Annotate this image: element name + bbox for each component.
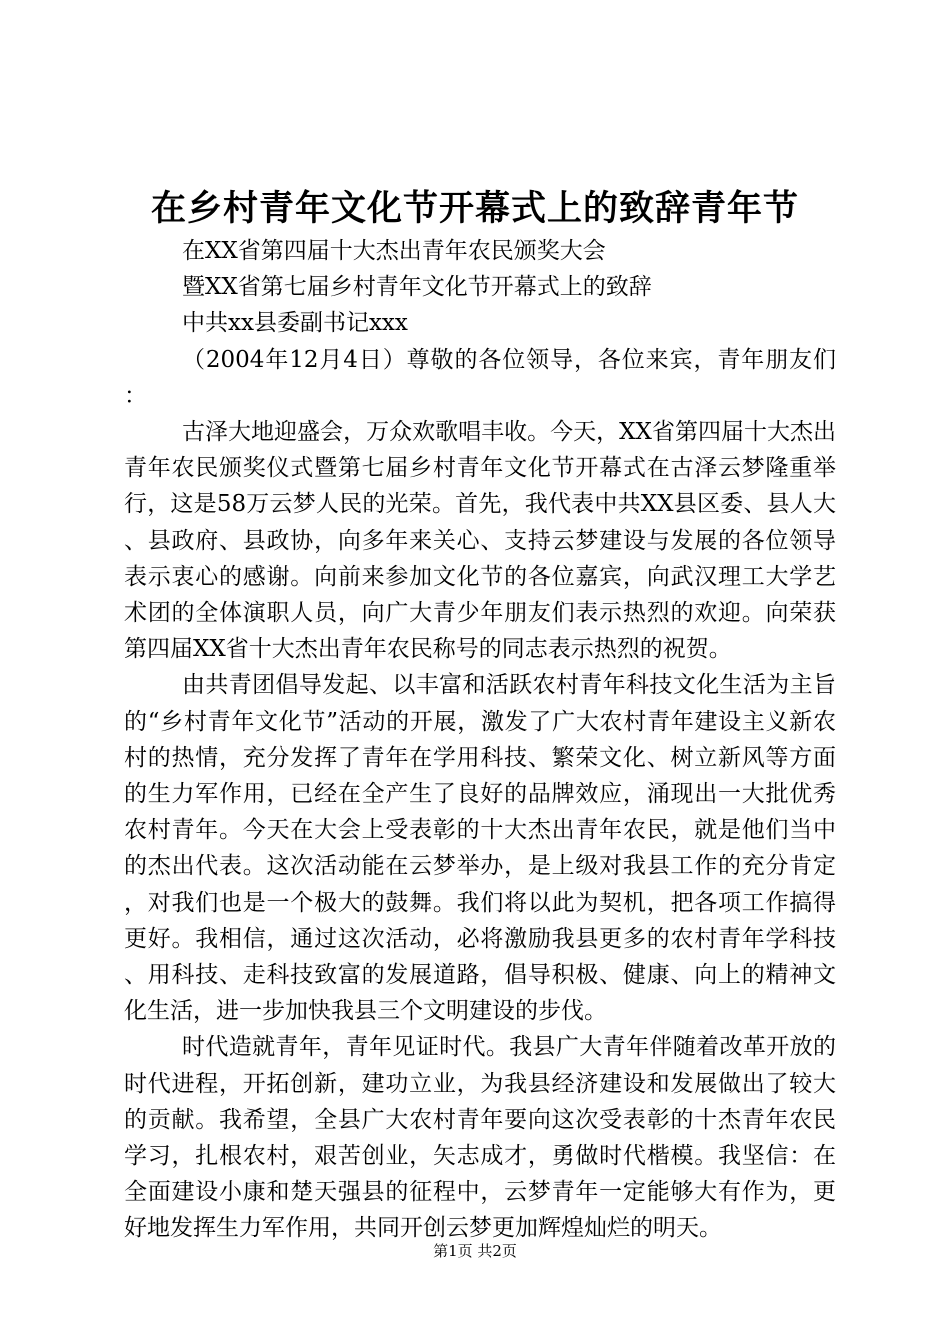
document-body xyxy=(124,233,836,1247)
paragraph-welcome: 古泽大地迎盛会，万众欢歌唱丰收。今天，XX省第四届十大杰出青年农民颁奖仪式暨第七届乡村青年文化节开幕式在古泽云梦隆重举行，这是58万云梦人民的光荣。首先，我代表中共XX县区委、县人大、县政府、县政协，向多年来关心、支持云梦建设与发展的各位领导表示衷心的感谢。向前来参加文化节的各位嘉宾，向武汉理工大学艺术团的全体演职人员，向广大青少年朋友们表示热烈的欢迎。向荣获第四届XX省十大杰出青年农民称号的同志表示热烈的祝贺。 xyxy=(124,419,836,663)
paragraph-closing: 时代造就青年，青年见证时代。我县广大青年伴随着改革开放的时代进程，开拓创新，建功立业，为我县经济建设和发展做出了较大的贡献。我希望，全县广大农村青年要向这次受表彰的十杰青年农民学习，扎根农村，艰苦创业，矢志成才，勇做时代楷模。我坚信：在全面建设小康和楚天强县的征程中，云梦青年一定能够大有作为，更好地发挥生力军作用，共同开创云梦更加辉煌灿烂的明天。 xyxy=(124,1034,836,1242)
subtitle-line-speaker: 中共xx县委副书记xxx xyxy=(182,310,408,337)
document-title: 在乡村青年文化节开幕式上的致辞青年节 xyxy=(150,188,799,229)
subtitle-line-award: 在XX省第四届十大杰出青年农民颁奖大会 xyxy=(182,238,606,264)
page-number-footer: 第1页 共2页 xyxy=(433,1242,517,1260)
subtitle-line-festival: 暨XX省第七届乡村青年文化节开幕式上的致辞 xyxy=(182,274,652,301)
paragraph-salutation: （2004年12月4日）尊敬的各位领导，各位来宾，青年朋友们： xyxy=(124,346,836,409)
paragraph-festival: 由共青团倡导发起、以丰富和活跃农村青年科技文化生活为主旨的“乡村青年文化节”活动的开展，激发了广大农村青年建设主义新农村的热情，充分发挥了青年在学用科技、繁荣文化、树立新风等方面的生力军作用，已经在全产生了良好的品牌效应，涌现出一大批优秀农村青年。今天在大会上受表彰的十大杰出青年农民，就是他们当中的杰出代表。这次活动能在云梦举办，是上级对我县工作的充分肯定，对我们也是一个极大的鼓舞。我们将以此为契机，把各项工作搞得更好。我相信，通过这次活动，必将激励我县更多的农村青年学科技、用科技、走科技致富的发展道路，倡导积极、健康、向上的精神文化生活，进一步加快我县三个文明建设的步伐。 xyxy=(124,672,836,1025)
